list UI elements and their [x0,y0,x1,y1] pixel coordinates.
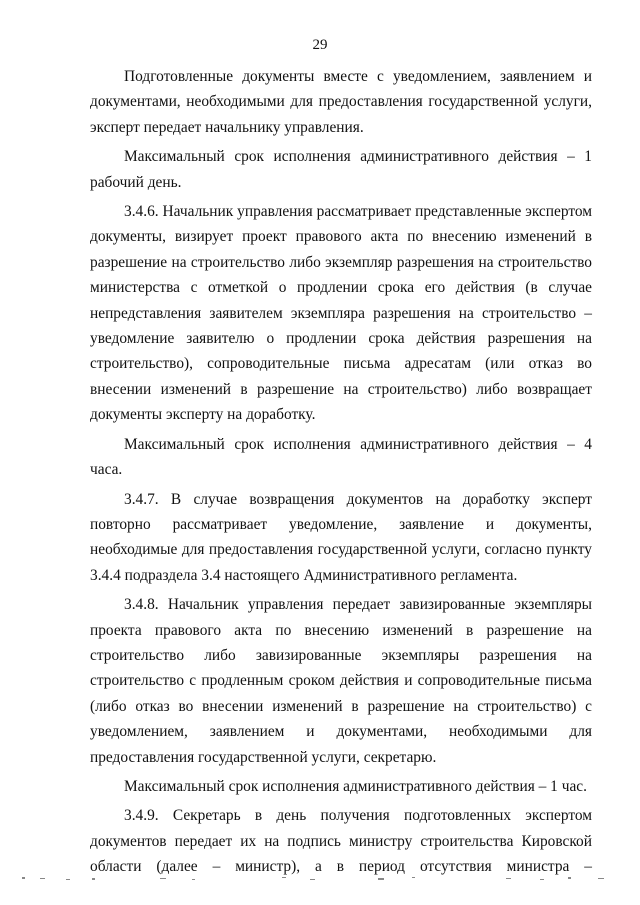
document-body [90,64,592,880]
paragraph-3-4-7: 3.4.7. В случае возвращения документов на доработку эксперт повторно рассматривает уведомление, заявление и документы, необходимые для предоставления государственной услуги, согласно пункту 3.4.4 подраздела 3.4 настоящего Административного регламента. [90,490,592,584]
paragraph-3-4-6: 3.4.6. Начальник управления рассматривает представленные экспертом документы, визирует проект правового акта по внесению изменений в разрешение на строительство либо экземпляр разрешения на строительство министерства с отметкой о продлении срока его действия (в случае непредставления заявителем экземпляра разрешения на строительство – уведомление заявителю о продлении срока действия разрешения на строительство), сопроводительные письма адресатам (или отказ во внесении изменений в разрешение на строительство) либо возвращает документы эксперту на доработку. [90,203,592,424]
scan-edge-artifacts [20,872,620,886]
paragraph-deadline-1-hour: Максимальный срок исполнения административного действия – 1 час. [124,777,587,795]
paragraph-prepared-documents: Подготовленные документы вместе с уведомлением, заявлением и документами, необходимыми для предоставления государственной услуги, эксперт передает начальнику управления. [90,68,592,136]
paragraph-deadline-1-day: Максимальный срок исполнения административного действия – 1 рабочий день. [90,148,592,191]
paragraph-deadline-4-hours: Максимальный срок исполнения административного действия – 4 часа. [90,435,592,479]
paragraph-3-4-9: 3.4.9. Секретарь в день получения подготовленных экспертом документов передает их на подпись министру строительства Кировской области (далее – министр), а в период отсутствия министра – [90,807,592,876]
page-number: 29 [312,37,328,53]
paragraph-3-4-8: 3.4.8. Начальник управления передает завизированные экземпляры проекта правового акта по внесению изменений в разрешение на строительство либо завизированные экземпляры разрешения на строительство с продленным сроком действия и сопроводительные письма (либо отказ во внесении изменений в разрешение на строительство) с уведомлением, заявлением и документами, необходимыми для предоставления государственной услуги, секретарю. [90,596,592,766]
